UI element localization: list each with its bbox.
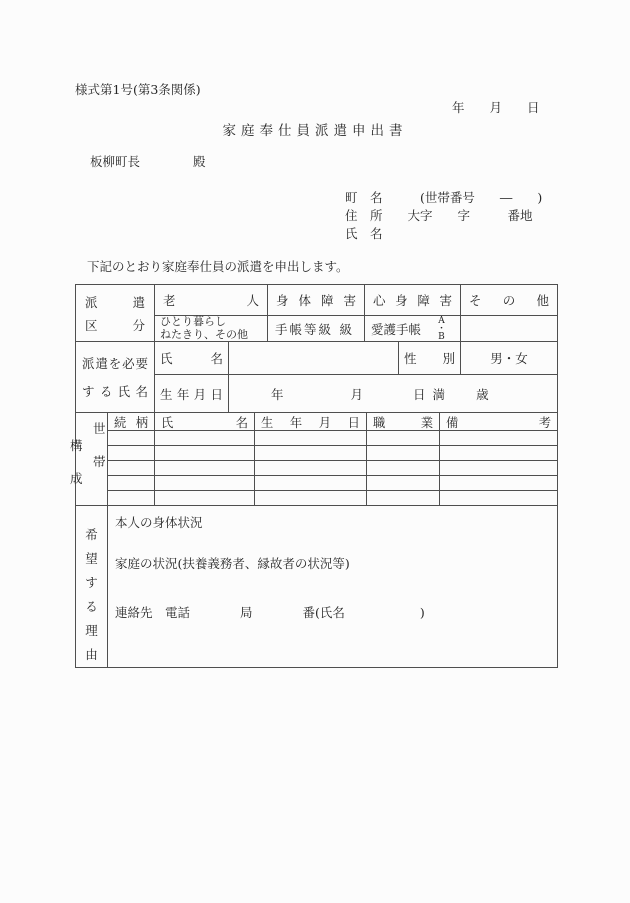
age-unit: 歳: [476, 386, 489, 402]
household-empty-cell: [154, 490, 254, 505]
household-empty-cell: [254, 460, 366, 475]
person-label-line1: 派 遣 を 必 要: [82, 356, 148, 371]
household-empty-cell: [254, 430, 366, 445]
dispatch-category-label: [76, 285, 154, 341]
household-section: [70, 412, 557, 505]
elderly-sub-line1: ひとり暮らし: [160, 315, 226, 328]
household-empty-cell: [366, 460, 439, 475]
reason-section: [76, 505, 557, 667]
household-label-char2: 構: [70, 438, 83, 453]
household-empty-cell: [254, 490, 366, 505]
person-name-blank: [228, 342, 398, 374]
sex-label: 性 別: [398, 342, 460, 374]
household-empty-cell: [439, 430, 557, 445]
physical-condition-line: 本人の身体状況: [115, 515, 203, 530]
family-situation-line: 家庭の状況(扶養義務者、縁故者の状況等): [115, 556, 350, 571]
application-table: [70, 284, 558, 668]
col-header-elderly: 老 人: [154, 285, 267, 315]
dispatch-label-line2: 区 分: [85, 318, 145, 333]
techo-grade-label: 手帳等級: [275, 321, 334, 337]
household-empty-cell: [366, 445, 439, 460]
aigo-grade-stack: [437, 317, 446, 341]
techo-grade-unit: 級: [339, 321, 352, 337]
household-empty-cell: [439, 475, 557, 490]
household-empty-cell: [154, 445, 254, 460]
person-name-label: 氏 名: [154, 342, 228, 374]
household-section-label: [70, 413, 107, 505]
physical-grade-cell: [267, 315, 364, 341]
person-label-line2: す る 氏 名: [82, 384, 148, 399]
household-empty-cell: [107, 475, 154, 490]
birthdate-label: 生 年 月 日: [154, 374, 228, 412]
sex-value: 男・女: [460, 342, 557, 374]
person-section: [76, 341, 557, 412]
elderly-sub-line2: ねたきり、その他: [160, 327, 248, 341]
aigo-grade-b: B: [438, 331, 445, 342]
col-header-other: そ の 他: [460, 285, 557, 315]
household-empty-cell: [154, 430, 254, 445]
household-empty-cell: [439, 460, 557, 475]
household-header-name: 氏 名: [154, 413, 254, 430]
name-line: 氏 名: [345, 226, 383, 241]
col-header-mental-disability: 心 身 障 害: [364, 285, 460, 315]
birth-day-unit: 日: [413, 386, 426, 402]
reason-section-label: [76, 506, 107, 667]
household-header-birthdate: 生 年 月 日: [254, 413, 366, 430]
household-empty-cell: [254, 475, 366, 490]
mental-grade-cell: [364, 315, 460, 341]
person-section-label: [76, 342, 154, 412]
date-line: 年 月 日: [452, 100, 540, 115]
birth-year-unit: 年: [271, 386, 284, 402]
household-empty-cell: [439, 445, 557, 460]
household-empty-cell: [254, 445, 366, 460]
household-empty-cell: [366, 490, 439, 505]
household-header-occupation: 職 業: [366, 413, 439, 430]
dispatch-label-line1: 派 遣: [85, 295, 145, 310]
col-header-physical-disability: 身 体 障 害: [267, 285, 364, 315]
applicant-block: [345, 189, 542, 243]
contact-phone-line: 連絡先 電話 局 番(氏名 ): [115, 605, 425, 620]
household-header-remarks: 備 考: [439, 413, 557, 430]
dispatch-category-section: [76, 285, 557, 341]
household-empty-cell: [107, 490, 154, 505]
household-empty-cell: [107, 460, 154, 475]
reason-content-cell: [107, 506, 557, 667]
aigo-techo-label: 愛護手帳: [371, 321, 422, 337]
household-empty-cell: [439, 490, 557, 505]
town-name-line: 町 名 (世帯番号 ― ): [345, 190, 543, 205]
age-full-label: 満: [432, 386, 446, 402]
household-label-char3: 帯: [93, 454, 106, 469]
other-subcategory-cell: [460, 315, 557, 341]
household-empty-cell: [107, 430, 154, 445]
address-line: 住 所 大字 字 番地: [345, 208, 533, 223]
household-empty-cell: [154, 475, 254, 490]
aigo-grade-dot: ・: [436, 323, 446, 334]
form-title: 家庭奉仕員派遣申出書: [222, 123, 408, 139]
birth-month-unit: 月: [350, 386, 364, 402]
birthdate-value-cell: [228, 374, 557, 412]
form-number: 様式第1号(第3条関係): [75, 82, 201, 97]
aigo-grade-a: A: [438, 315, 445, 326]
household-label-char4: 成: [70, 471, 83, 486]
intro-sentence: 下記のとおり家庭奉仕員の派遣を申出します。: [87, 259, 349, 274]
household-empty-cell: [154, 460, 254, 475]
household-header-relation: 続 柄: [107, 413, 154, 430]
household-empty-cell: [107, 445, 154, 460]
addressee-line: [90, 152, 206, 170]
household-empty-cell: [366, 430, 439, 445]
household-label-char1: 世: [93, 421, 106, 436]
household-empty-cell: [366, 475, 439, 490]
addressee-name: 板柳町長: [90, 154, 141, 169]
elderly-subcategory-cell: [154, 315, 267, 341]
addressee-honorific: 殿: [193, 154, 206, 169]
reason-label-vertical: 希望する理由: [85, 527, 98, 662]
